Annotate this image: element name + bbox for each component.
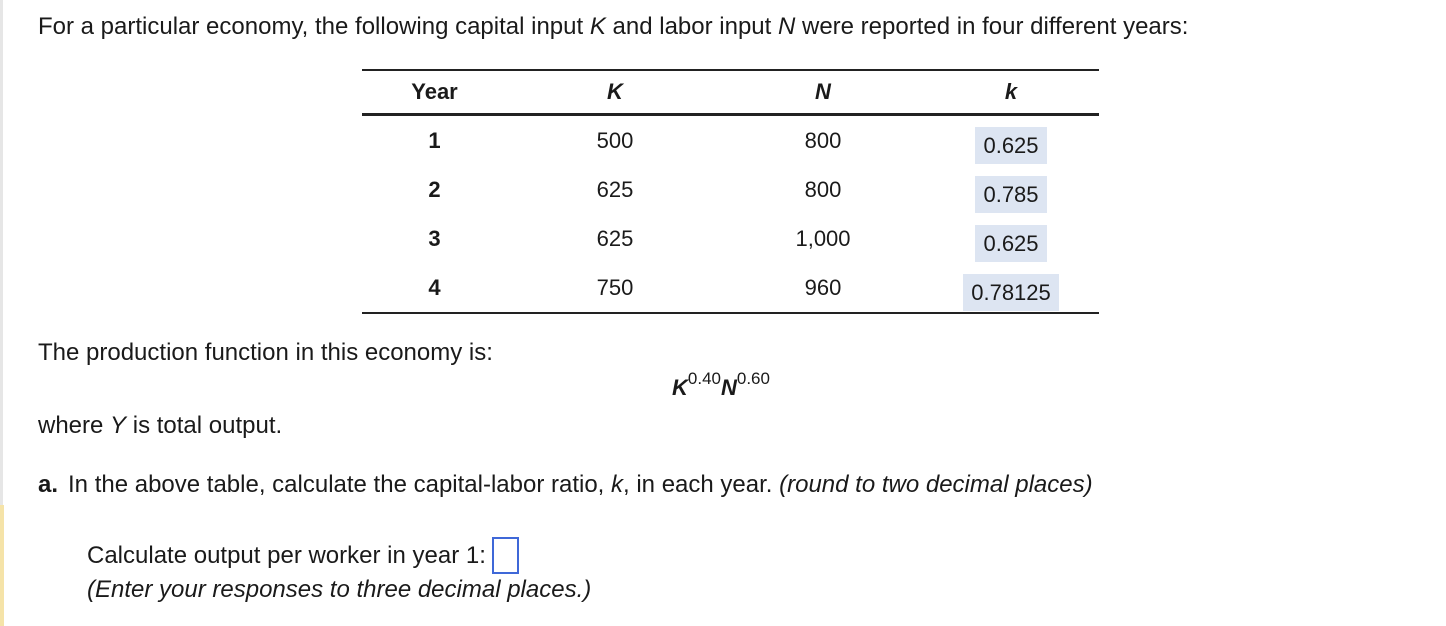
header-labor: N: [723, 70, 923, 115]
production-formula: [672, 369, 770, 401]
table-row: [362, 115, 1099, 166]
formula-labor-exponent: 0.60: [736, 369, 770, 388]
cell-capital: 750: [507, 263, 723, 313]
cell-labor: 800: [804, 176, 842, 202]
cell-ratio: [923, 115, 1099, 166]
entry-precision-note: (Enter your responses to three decimal places.): [87, 576, 592, 603]
cell-capital: 625: [596, 176, 634, 202]
table-row: [362, 165, 1099, 214]
table-row: [362, 263, 1099, 313]
ratio-answer[interactable]: 0.625: [975, 127, 1046, 164]
intro-text: For a particular economy, the following capital input K and labor input N were reported in four different years:: [38, 13, 1189, 40]
cell-capital: 500: [596, 127, 634, 153]
cell-ratio: [923, 263, 1099, 313]
output-per-worker-question: [87, 537, 519, 574]
rounding-hint: (round to two decimal places): [779, 471, 1093, 498]
cell-labor: 1,000: [795, 225, 851, 251]
cell-ratio: [923, 165, 1099, 214]
question-label: Calculate output per worker in year 1:: [87, 541, 486, 569]
ratio-answer[interactable]: 0.78125: [963, 274, 1059, 311]
cell-ratio: [923, 214, 1099, 263]
table-row: [362, 214, 1099, 263]
ratio-answer[interactable]: 0.785: [975, 176, 1046, 213]
where-text: where Y is total output.: [38, 412, 283, 439]
cell-year: 2: [428, 176, 441, 202]
production-function-label: The production function in this economy is:: [38, 339, 493, 366]
capital-labor-table: [362, 69, 1099, 314]
cell-labor: 800: [804, 127, 842, 153]
left-margin-accent: [0, 505, 4, 626]
output-per-worker-input[interactable]: [492, 537, 519, 574]
header-capital-labor-ratio: k: [923, 70, 1099, 115]
table-header-row: [362, 70, 1099, 115]
part-a-instruction: a. In the above table, calculate the capital-labor ratio, k, in each year. (round to two decimal places): [38, 471, 1093, 498]
cell-labor: 960: [723, 263, 923, 313]
formula-labor-symbol: N: [720, 375, 737, 400]
cell-year: 1: [428, 127, 441, 153]
ratio-answer[interactable]: 0.625: [975, 225, 1046, 262]
cell-year: 4: [362, 263, 507, 313]
formula-capital-exponent: 0.40: [687, 369, 721, 388]
header-capital: K: [507, 70, 723, 115]
cell-year: 3: [428, 225, 441, 251]
header-year: Year: [362, 70, 507, 115]
part-a-letter: a.: [38, 471, 59, 498]
formula-capital-symbol: K: [672, 375, 688, 400]
cell-capital: 625: [596, 225, 634, 251]
